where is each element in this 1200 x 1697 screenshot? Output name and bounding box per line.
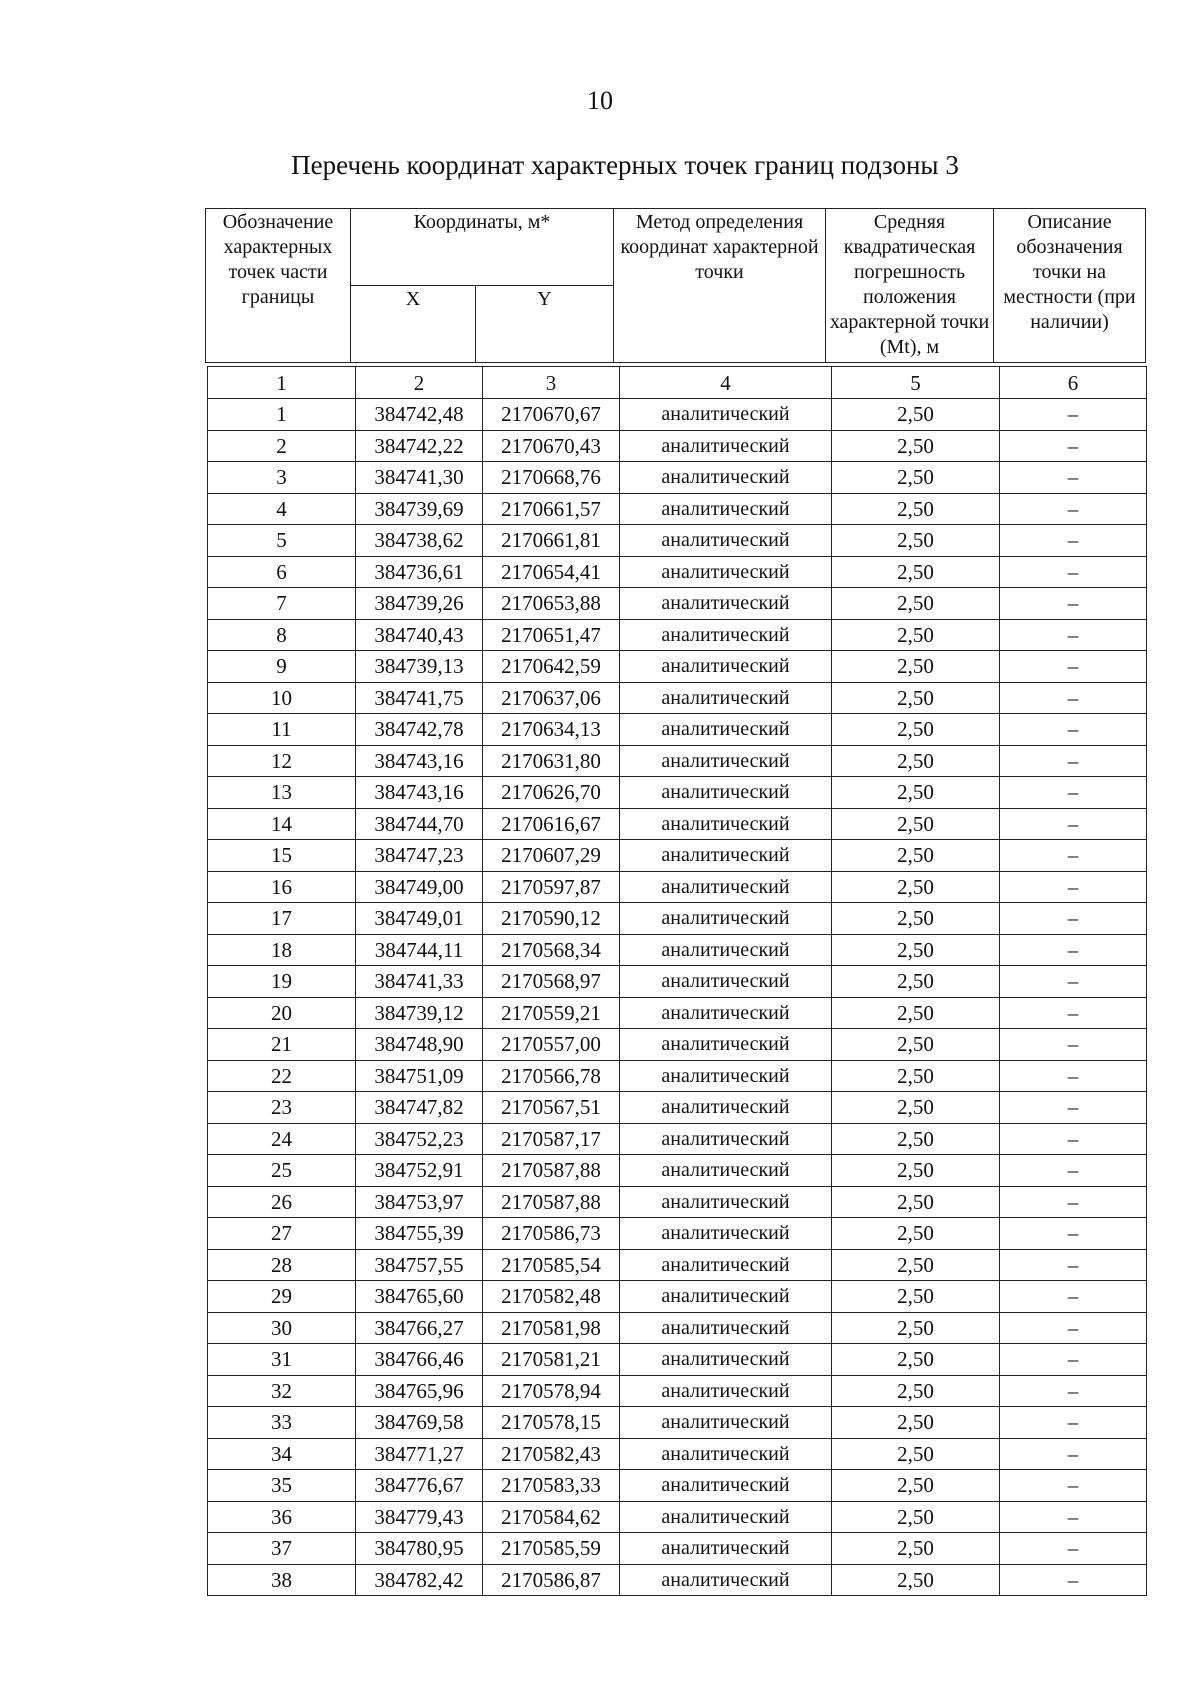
- x-coordinate-cell: 384741,33: [356, 966, 483, 998]
- method-cell: аналитический: [620, 1312, 832, 1344]
- point-number-cell: 37: [208, 1533, 356, 1565]
- description-cell: –: [1000, 493, 1147, 525]
- x-coordinate-cell: 384747,23: [356, 840, 483, 872]
- error-cell: 2,50: [832, 619, 1000, 651]
- point-number-cell: 25: [208, 1155, 356, 1187]
- error-cell: 2,50: [832, 1470, 1000, 1502]
- method-cell: аналитический: [620, 1533, 832, 1565]
- point-number-cell: 10: [208, 682, 356, 714]
- table-row: [208, 1375, 1147, 1407]
- table-row: [208, 1501, 1147, 1533]
- error-cell: 2,50: [832, 714, 1000, 746]
- x-coordinate-cell: 384782,42: [356, 1564, 483, 1596]
- table-row: [208, 871, 1147, 903]
- y-coordinate-cell: 2170568,97: [483, 966, 620, 998]
- table-row: [208, 966, 1147, 998]
- table-row: [208, 1533, 1147, 1565]
- table-row: [208, 714, 1147, 746]
- method-cell: аналитический: [620, 1375, 832, 1407]
- method-cell: аналитический: [620, 714, 832, 746]
- y-coordinate-cell: 2170590,12: [483, 903, 620, 935]
- point-number-cell: 32: [208, 1375, 356, 1407]
- point-number-cell: 6: [208, 556, 356, 588]
- x-coordinate-cell: 384771,27: [356, 1438, 483, 1470]
- table-row: [208, 556, 1147, 588]
- y-coordinate-cell: 2170642,59: [483, 651, 620, 683]
- header-x: X: [351, 286, 476, 363]
- error-cell: 2,50: [832, 651, 1000, 683]
- method-cell: аналитический: [620, 1218, 832, 1250]
- error-cell: 2,50: [832, 556, 1000, 588]
- error-cell: 2,50: [832, 1029, 1000, 1061]
- method-cell: аналитический: [620, 1564, 832, 1596]
- table-row: [208, 1092, 1147, 1124]
- description-cell: –: [1000, 1123, 1147, 1155]
- error-cell: 2,50: [832, 462, 1000, 494]
- point-number-cell: 12: [208, 745, 356, 777]
- y-coordinate-cell: 2170651,47: [483, 619, 620, 651]
- y-coordinate-cell: 2170586,87: [483, 1564, 620, 1596]
- error-cell: 2,50: [832, 430, 1000, 462]
- description-cell: –: [1000, 777, 1147, 809]
- method-cell: аналитический: [620, 1281, 832, 1313]
- table-row: [208, 903, 1147, 935]
- y-coordinate-cell: 2170581,21: [483, 1344, 620, 1376]
- point-number-cell: 17: [208, 903, 356, 935]
- method-cell: аналитический: [620, 777, 832, 809]
- x-coordinate-cell: 384776,67: [356, 1470, 483, 1502]
- x-coordinate-cell: 384739,26: [356, 588, 483, 620]
- error-cell: 2,50: [832, 1218, 1000, 1250]
- point-number-cell: 23: [208, 1092, 356, 1124]
- method-cell: аналитический: [620, 1029, 832, 1061]
- error-cell: 2,50: [832, 1533, 1000, 1565]
- error-cell: 2,50: [832, 745, 1000, 777]
- error-cell: 2,50: [832, 997, 1000, 1029]
- table-row: [208, 840, 1147, 872]
- error-cell: 2,50: [832, 934, 1000, 966]
- method-cell: аналитический: [620, 1249, 832, 1281]
- x-coordinate-cell: 384766,27: [356, 1312, 483, 1344]
- error-cell: 2,50: [832, 1312, 1000, 1344]
- x-coordinate-cell: 384757,55: [356, 1249, 483, 1281]
- description-cell: –: [1000, 682, 1147, 714]
- error-cell: 2,50: [832, 1060, 1000, 1092]
- y-coordinate-cell: 2170587,17: [483, 1123, 620, 1155]
- method-cell: аналитический: [620, 651, 832, 683]
- point-number-cell: 4: [208, 493, 356, 525]
- document-title: Перечень координат характерных точек границ подзоны 3: [291, 150, 959, 180]
- method-cell: аналитический: [620, 525, 832, 557]
- point-number-cell: 29: [208, 1281, 356, 1313]
- description-cell: –: [1000, 556, 1147, 588]
- table-row: [208, 1218, 1147, 1250]
- method-cell: аналитический: [620, 903, 832, 935]
- description-cell: –: [1000, 651, 1147, 683]
- x-coordinate-cell: 384738,62: [356, 525, 483, 557]
- description-cell: –: [1000, 1060, 1147, 1092]
- point-number-cell: 7: [208, 588, 356, 620]
- table-row: [208, 493, 1147, 525]
- description-cell: –: [1000, 1218, 1147, 1250]
- header-mean-square-error: Средняя квадратическая погрешность положения характерной точки (Mt), м: [826, 209, 994, 363]
- table-row: [208, 682, 1147, 714]
- method-cell: аналитический: [620, 745, 832, 777]
- table-row: [208, 619, 1147, 651]
- description-cell: –: [1000, 966, 1147, 998]
- error-cell: 2,50: [832, 682, 1000, 714]
- y-coordinate-cell: 2170587,88: [483, 1155, 620, 1187]
- point-number-cell: 34: [208, 1438, 356, 1470]
- x-coordinate-cell: 384739,69: [356, 493, 483, 525]
- point-number-cell: 20: [208, 997, 356, 1029]
- point-number-cell: 11: [208, 714, 356, 746]
- table-row: [208, 745, 1147, 777]
- method-cell: аналитический: [620, 934, 832, 966]
- table-row: [208, 997, 1147, 1029]
- method-cell: аналитический: [620, 1186, 832, 1218]
- y-coordinate-cell: 2170597,87: [483, 871, 620, 903]
- description-cell: –: [1000, 619, 1147, 651]
- x-coordinate-cell: 384742,48: [356, 399, 483, 431]
- point-number-cell: 22: [208, 1060, 356, 1092]
- description-cell: –: [1000, 808, 1147, 840]
- method-cell: аналитический: [620, 808, 832, 840]
- description-cell: –: [1000, 997, 1147, 1029]
- x-coordinate-cell: 384753,97: [356, 1186, 483, 1218]
- y-coordinate-cell: 2170568,34: [483, 934, 620, 966]
- x-coordinate-cell: 384765,60: [356, 1281, 483, 1313]
- method-cell: аналитический: [620, 430, 832, 462]
- method-cell: аналитический: [620, 1470, 832, 1502]
- point-number-cell: 13: [208, 777, 356, 809]
- column-number: 6: [1000, 367, 1147, 399]
- method-cell: аналитический: [620, 588, 832, 620]
- coordinates-table: [207, 366, 1147, 1596]
- method-cell: аналитический: [620, 493, 832, 525]
- error-cell: 2,50: [832, 399, 1000, 431]
- column-number: 4: [620, 367, 832, 399]
- column-number: 1: [208, 367, 356, 399]
- method-cell: аналитический: [620, 462, 832, 494]
- description-cell: –: [1000, 1312, 1147, 1344]
- description-cell: –: [1000, 934, 1147, 966]
- description-cell: –: [1000, 1470, 1147, 1502]
- x-coordinate-cell: 384766,46: [356, 1344, 483, 1376]
- y-coordinate-cell: 2170661,81: [483, 525, 620, 557]
- point-number-cell: 5: [208, 525, 356, 557]
- y-coordinate-cell: 2170616,67: [483, 808, 620, 840]
- method-cell: аналитический: [620, 1092, 832, 1124]
- point-number-cell: 36: [208, 1501, 356, 1533]
- table-body: [208, 367, 1147, 1596]
- x-coordinate-cell: 384740,43: [356, 619, 483, 651]
- error-cell: 2,50: [832, 1249, 1000, 1281]
- y-coordinate-cell: 2170670,43: [483, 430, 620, 462]
- description-cell: –: [1000, 1533, 1147, 1565]
- error-cell: 2,50: [832, 903, 1000, 935]
- point-number-cell: 30: [208, 1312, 356, 1344]
- table-header: [205, 208, 1146, 363]
- point-number-cell: 27: [208, 1218, 356, 1250]
- description-cell: –: [1000, 1501, 1147, 1533]
- method-cell: аналитический: [620, 399, 832, 431]
- error-cell: 2,50: [832, 1092, 1000, 1124]
- table-row: [208, 1060, 1147, 1092]
- x-coordinate-cell: 384744,70: [356, 808, 483, 840]
- y-coordinate-cell: 2170559,21: [483, 997, 620, 1029]
- point-number-cell: 3: [208, 462, 356, 494]
- table-row: [208, 777, 1147, 809]
- method-cell: аналитический: [620, 997, 832, 1029]
- y-coordinate-cell: 2170654,41: [483, 556, 620, 588]
- point-number-cell: 24: [208, 1123, 356, 1155]
- point-number-cell: 1: [208, 399, 356, 431]
- y-coordinate-cell: 2170578,94: [483, 1375, 620, 1407]
- y-coordinate-cell: 2170584,62: [483, 1501, 620, 1533]
- description-cell: –: [1000, 1344, 1147, 1376]
- description-cell: –: [1000, 1249, 1147, 1281]
- table-row: [208, 651, 1147, 683]
- y-coordinate-cell: 2170585,59: [483, 1533, 620, 1565]
- description-cell: –: [1000, 1564, 1147, 1596]
- x-coordinate-cell: 384749,01: [356, 903, 483, 935]
- table-row: [208, 1438, 1147, 1470]
- x-coordinate-cell: 384744,11: [356, 934, 483, 966]
- table-row: [208, 525, 1147, 557]
- table-row: [208, 808, 1147, 840]
- method-cell: аналитический: [620, 1344, 832, 1376]
- point-number-cell: 15: [208, 840, 356, 872]
- table-row: [208, 1186, 1147, 1218]
- method-cell: аналитический: [620, 966, 832, 998]
- error-cell: 2,50: [832, 525, 1000, 557]
- x-coordinate-cell: 384742,22: [356, 430, 483, 462]
- column-number: 5: [832, 367, 1000, 399]
- x-coordinate-cell: 384736,61: [356, 556, 483, 588]
- y-coordinate-cell: 2170607,29: [483, 840, 620, 872]
- error-cell: 2,50: [832, 588, 1000, 620]
- header-point-designation: Обозначение характерных точек части границы: [206, 209, 351, 363]
- point-number-cell: 8: [208, 619, 356, 651]
- description-cell: –: [1000, 903, 1147, 935]
- description-cell: –: [1000, 714, 1147, 746]
- error-cell: 2,50: [832, 840, 1000, 872]
- y-coordinate-cell: 2170653,88: [483, 588, 620, 620]
- error-cell: 2,50: [832, 1186, 1000, 1218]
- error-cell: 2,50: [832, 1501, 1000, 1533]
- table-row: [208, 1344, 1147, 1376]
- error-cell: 2,50: [832, 1281, 1000, 1313]
- x-coordinate-cell: 384747,82: [356, 1092, 483, 1124]
- table-row: [208, 1155, 1147, 1187]
- point-number-cell: 2: [208, 430, 356, 462]
- column-number: 3: [483, 367, 620, 399]
- x-coordinate-cell: 384779,43: [356, 1501, 483, 1533]
- table-row: [208, 399, 1147, 431]
- x-coordinate-cell: 384765,96: [356, 1375, 483, 1407]
- table-row: [208, 430, 1147, 462]
- table-row: [208, 934, 1147, 966]
- header-coordinates: Координаты, м*: [351, 209, 614, 286]
- x-coordinate-cell: 384741,30: [356, 462, 483, 494]
- y-coordinate-cell: 2170582,48: [483, 1281, 620, 1313]
- description-cell: –: [1000, 745, 1147, 777]
- error-cell: 2,50: [832, 1155, 1000, 1187]
- method-cell: аналитический: [620, 682, 832, 714]
- x-coordinate-cell: 384780,95: [356, 1533, 483, 1565]
- y-coordinate-cell: 2170582,43: [483, 1438, 620, 1470]
- error-cell: 2,50: [832, 966, 1000, 998]
- point-number-cell: 9: [208, 651, 356, 683]
- point-number-cell: 28: [208, 1249, 356, 1281]
- column-number: 2: [356, 367, 483, 399]
- y-coordinate-cell: 2170670,67: [483, 399, 620, 431]
- error-cell: 2,50: [832, 777, 1000, 809]
- error-cell: 2,50: [832, 871, 1000, 903]
- y-coordinate-cell: 2170585,54: [483, 1249, 620, 1281]
- point-number-cell: 38: [208, 1564, 356, 1596]
- column-number-row: [208, 367, 1147, 399]
- description-cell: –: [1000, 525, 1147, 557]
- x-coordinate-cell: 384739,13: [356, 651, 483, 683]
- error-cell: 2,50: [832, 1438, 1000, 1470]
- description-cell: –: [1000, 462, 1147, 494]
- header-y: Y: [476, 286, 614, 363]
- table-row: [208, 1029, 1147, 1061]
- method-cell: аналитический: [620, 1501, 832, 1533]
- error-cell: 2,50: [832, 808, 1000, 840]
- error-cell: 2,50: [832, 1564, 1000, 1596]
- method-cell: аналитический: [620, 1060, 832, 1092]
- y-coordinate-cell: 2170587,88: [483, 1186, 620, 1218]
- y-coordinate-cell: 2170637,06: [483, 682, 620, 714]
- y-coordinate-cell: 2170661,57: [483, 493, 620, 525]
- method-cell: аналитический: [620, 871, 832, 903]
- y-coordinate-cell: 2170586,73: [483, 1218, 620, 1250]
- table-row: [208, 462, 1147, 494]
- point-number-cell: 33: [208, 1407, 356, 1439]
- y-coordinate-cell: 2170634,13: [483, 714, 620, 746]
- header-method: Метод определения координат характерной точки: [614, 209, 826, 363]
- description-cell: –: [1000, 399, 1147, 431]
- point-number-cell: 31: [208, 1344, 356, 1376]
- method-cell: аналитический: [620, 1155, 832, 1187]
- x-coordinate-cell: 384739,12: [356, 997, 483, 1029]
- description-cell: –: [1000, 1375, 1147, 1407]
- y-coordinate-cell: 2170557,00: [483, 1029, 620, 1061]
- description-cell: –: [1000, 430, 1147, 462]
- point-number-cell: 35: [208, 1470, 356, 1502]
- x-coordinate-cell: 384769,58: [356, 1407, 483, 1439]
- x-coordinate-cell: 384752,23: [356, 1123, 483, 1155]
- table-row: [208, 588, 1147, 620]
- x-coordinate-cell: 384743,16: [356, 745, 483, 777]
- error-cell: 2,50: [832, 493, 1000, 525]
- description-cell: –: [1000, 1438, 1147, 1470]
- error-cell: 2,50: [832, 1407, 1000, 1439]
- point-number-cell: 14: [208, 808, 356, 840]
- x-coordinate-cell: 384742,78: [356, 714, 483, 746]
- y-coordinate-cell: 2170626,70: [483, 777, 620, 809]
- description-cell: –: [1000, 840, 1147, 872]
- point-number-cell: 16: [208, 871, 356, 903]
- y-coordinate-cell: 2170578,15: [483, 1407, 620, 1439]
- y-coordinate-cell: 2170631,80: [483, 745, 620, 777]
- error-cell: 2,50: [832, 1344, 1000, 1376]
- x-coordinate-cell: 384752,91: [356, 1155, 483, 1187]
- description-cell: –: [1000, 1407, 1147, 1439]
- table-row: [208, 1312, 1147, 1344]
- x-coordinate-cell: 384748,90: [356, 1029, 483, 1061]
- point-number-cell: 21: [208, 1029, 356, 1061]
- x-coordinate-cell: 384755,39: [356, 1218, 483, 1250]
- error-cell: 2,50: [832, 1123, 1000, 1155]
- description-cell: –: [1000, 1281, 1147, 1313]
- error-cell: 2,50: [832, 1375, 1000, 1407]
- method-cell: аналитический: [620, 840, 832, 872]
- table-row: [208, 1123, 1147, 1155]
- x-coordinate-cell: 384751,09: [356, 1060, 483, 1092]
- point-number-cell: 18: [208, 934, 356, 966]
- header-description: Описание обозначения точки на местности (при наличии): [994, 209, 1146, 363]
- y-coordinate-cell: 2170583,33: [483, 1470, 620, 1502]
- description-cell: –: [1000, 871, 1147, 903]
- x-coordinate-cell: 384741,75: [356, 682, 483, 714]
- table-row: [208, 1281, 1147, 1313]
- description-cell: –: [1000, 1186, 1147, 1218]
- table-row: [208, 1407, 1147, 1439]
- description-cell: –: [1000, 1155, 1147, 1187]
- y-coordinate-cell: 2170566,78: [483, 1060, 620, 1092]
- method-cell: аналитический: [620, 1438, 832, 1470]
- method-cell: аналитический: [620, 1407, 832, 1439]
- page-number: 10: [587, 86, 613, 115]
- y-coordinate-cell: 2170567,51: [483, 1092, 620, 1124]
- table-row: [208, 1470, 1147, 1502]
- method-cell: аналитический: [620, 1123, 832, 1155]
- description-cell: –: [1000, 588, 1147, 620]
- y-coordinate-cell: 2170581,98: [483, 1312, 620, 1344]
- description-cell: –: [1000, 1029, 1147, 1061]
- point-number-cell: 19: [208, 966, 356, 998]
- table-row: [208, 1249, 1147, 1281]
- table-row: [208, 1564, 1147, 1596]
- x-coordinate-cell: 384743,16: [356, 777, 483, 809]
- point-number-cell: 26: [208, 1186, 356, 1218]
- y-coordinate-cell: 2170668,76: [483, 462, 620, 494]
- description-cell: –: [1000, 1092, 1147, 1124]
- method-cell: аналитический: [620, 619, 832, 651]
- x-coordinate-cell: 384749,00: [356, 871, 483, 903]
- method-cell: аналитический: [620, 556, 832, 588]
